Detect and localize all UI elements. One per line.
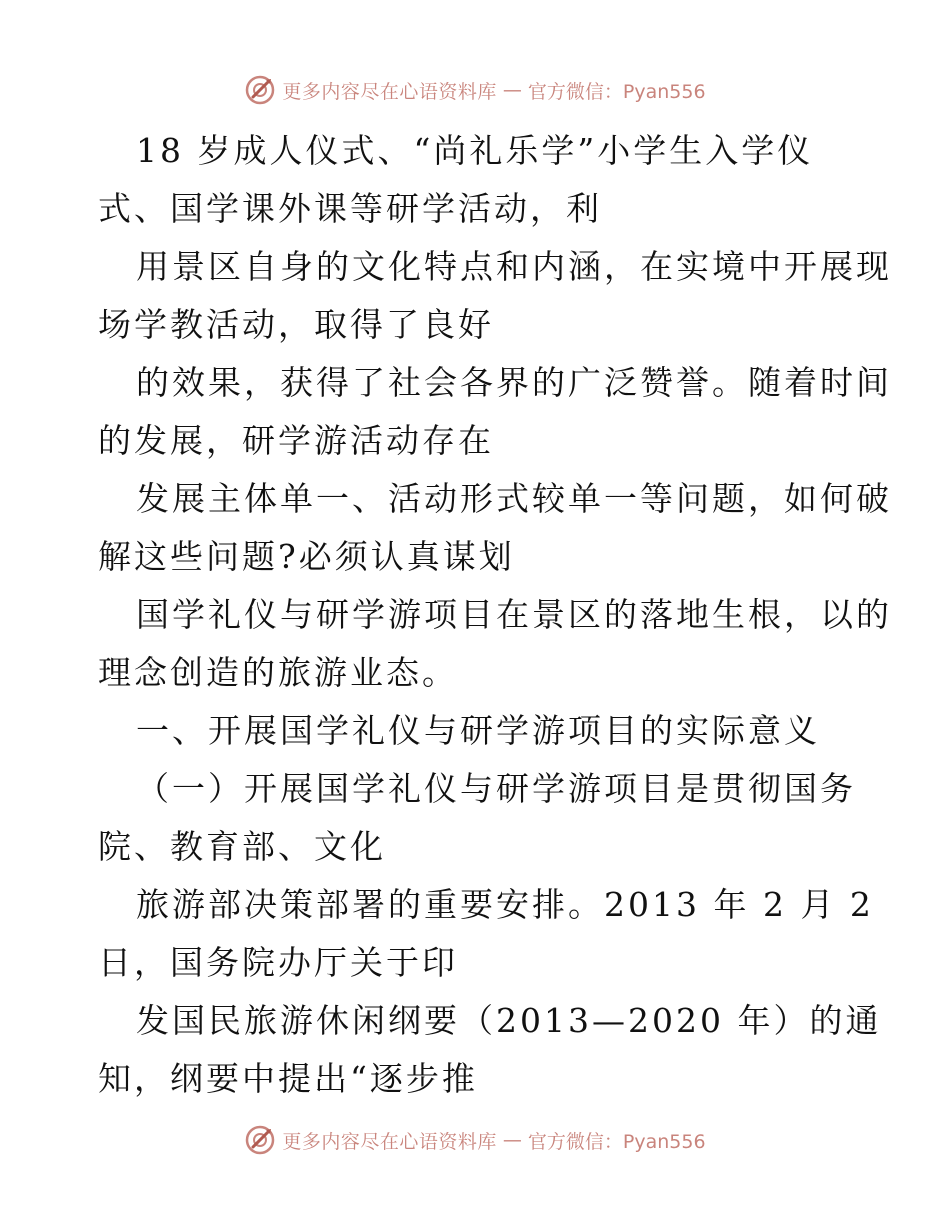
- text-line: 发展主体单一、活动形式较单一等问题，如何破: [136, 479, 892, 518]
- text-line: 的效果，获得了社会各界的广泛赞誉。随着时间: [136, 363, 892, 402]
- text-line: 用景区自身的文化特点和内涵，在实境中开展现: [136, 247, 892, 286]
- text-line: 知，纲要中提出“逐步推: [98, 1059, 478, 1098]
- text-line: 院、教育部、文化: [98, 827, 386, 866]
- footer-site-text: 更多内容尽在心语资料库: [282, 1130, 497, 1153]
- text-line: 场学教活动，取得了良好: [98, 305, 494, 344]
- text-line: 解这些问题?必须认真谋划: [98, 537, 515, 576]
- header-site-text: 更多内容尽在心语资料库: [282, 80, 497, 103]
- text-line: 国学礼仪与研学游项目在景区的落地生根，以的: [136, 595, 892, 634]
- header-dash: —: [502, 79, 522, 101]
- text-line: 式、国学课外课等研学活动，利: [98, 189, 602, 228]
- section-heading: 一、开展国学礼仪与研学游项目的实际意义: [136, 711, 820, 750]
- text-line: 旅游部决策部署的重要安排。2013 年 2 月 2: [136, 885, 874, 924]
- footer-dash: —: [502, 1129, 522, 1151]
- brand-logo-icon: [244, 74, 276, 106]
- footer-banner: [0, 1122, 950, 1158]
- header-wechat-text: 官方微信：Pyan556: [527, 80, 706, 103]
- subsection-heading: （一）开展国学礼仪与研学游项目是贯彻国务: [136, 769, 856, 808]
- text-line: 发国民旅游休闲纲要（2013—2020 年）的通: [136, 1001, 882, 1040]
- text-line: 理念创造的旅游业态。: [98, 653, 458, 692]
- document-body: [98, 122, 892, 1108]
- header-banner: [0, 72, 950, 108]
- text-line: 的发展，研学游活动存在: [98, 421, 494, 460]
- brand-logo-icon: [244, 1124, 276, 1156]
- footer-wechat-text: 官方微信：Pyan556: [527, 1130, 706, 1153]
- text-line: 日，国务院办厅关于印: [98, 943, 458, 982]
- text-line: 18 岁成人仪式、“尚礼乐学”小学生入学仪: [136, 131, 814, 170]
